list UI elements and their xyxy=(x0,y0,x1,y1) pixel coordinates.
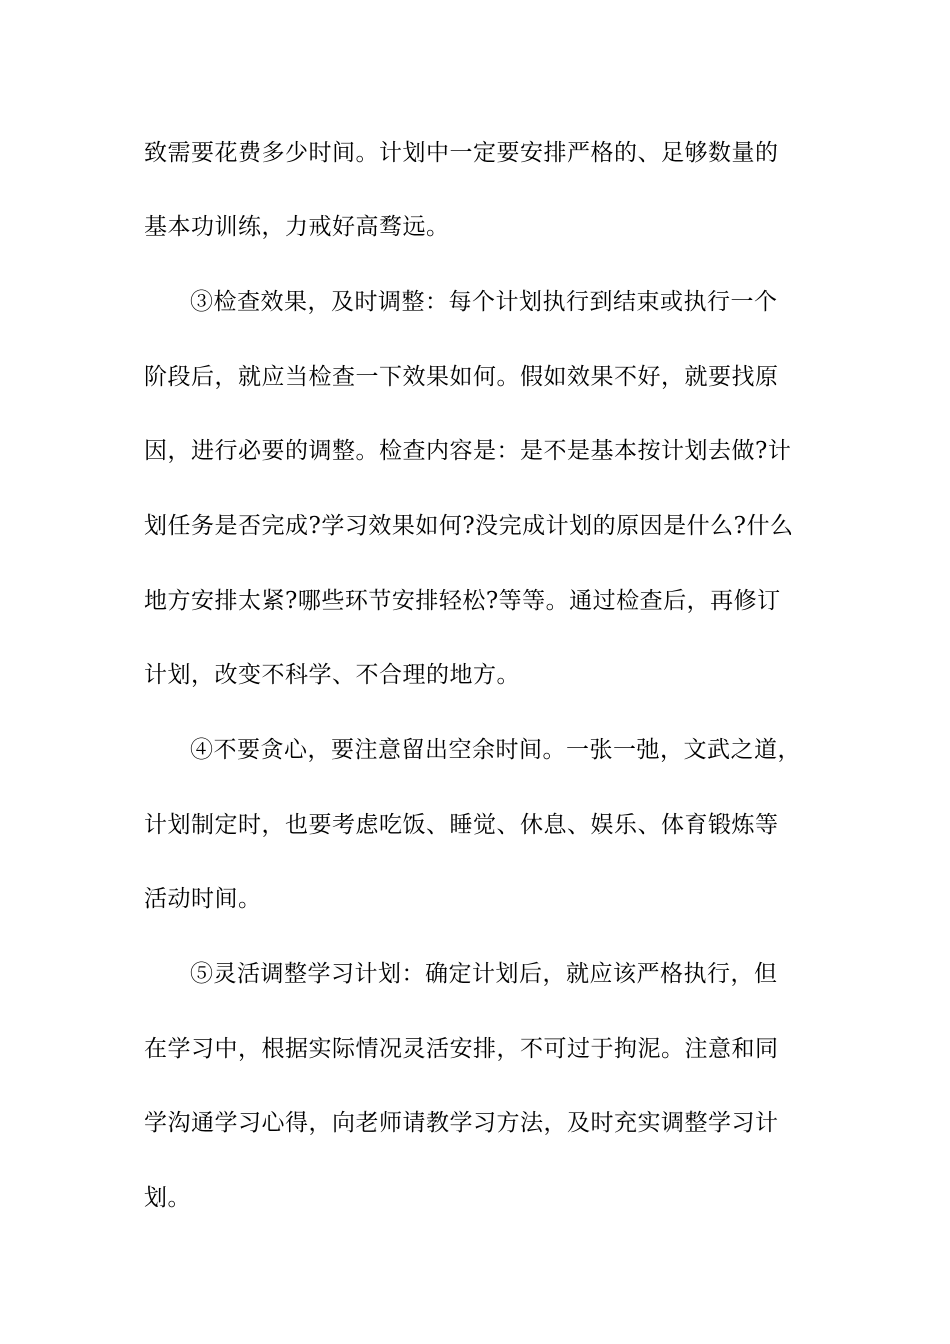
text-line: 阶段后，就应当检查一下效果如何。假如效果不好，就要找原 xyxy=(144,364,779,390)
paragraph-3-first-line: ③检查效果，及时调整：每个计划执行到结束或执行一个 xyxy=(190,289,778,315)
paragraph-4-first-line: ④不要贪心，要注意留出空余时间。一张一弛，文武之道， xyxy=(190,737,801,763)
text-line: 致需要花费多少时间。计划中一定要安排严格的、足够数量的 xyxy=(144,140,779,166)
text-line: 划。 xyxy=(144,1185,191,1211)
text-line: 地方安排太紧?哪些环节安排轻松?等等。通过检查后，再修订 xyxy=(144,588,781,614)
text-line: 学沟通学习心得，向老师请教学习方法，及时充实调整学习计 xyxy=(144,1110,779,1136)
text-line: 基本功训练，力戒好高骛远。 xyxy=(144,214,450,240)
text-line: 活动时间。 xyxy=(144,886,262,912)
text-line: 计划，改变不科学、不合理的地方。 xyxy=(144,662,520,688)
paragraph-5-first-line: ⑤灵活调整学习计划：确定计划后，就应该严格执行，但 xyxy=(190,961,778,987)
text-line: 划任务是否完成?学习效果如何?没完成计划的原因是什么?什么 xyxy=(144,513,794,539)
text-line: 在学习中，根据实际情况灵活安排，不可过于拘泥。注意和同 xyxy=(144,1036,779,1062)
text-line: 因，进行必要的调整。检查内容是：是不是基本按计划去做?计 xyxy=(144,438,792,464)
text-line: 计划制定时，也要考虑吃饭、睡觉、休息、娱乐、体育锻炼等 xyxy=(144,812,779,838)
